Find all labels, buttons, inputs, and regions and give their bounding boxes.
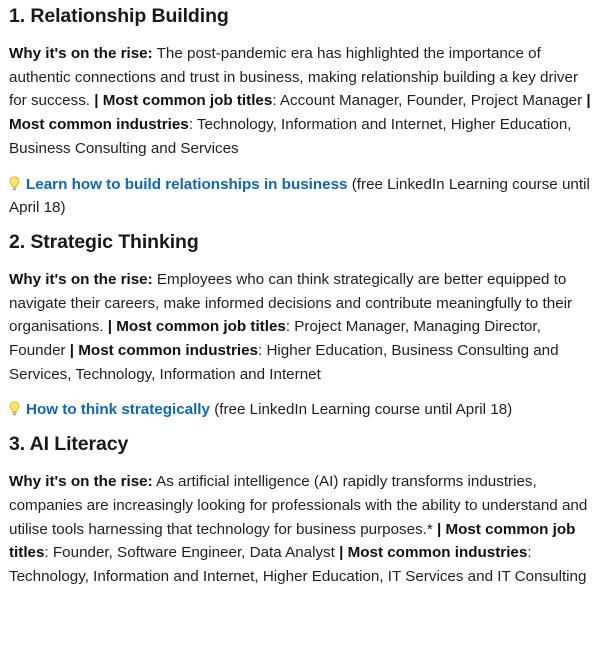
job-titles-text: : Founder, Software Engineer, Data Analyst [44,544,340,562]
why-label: Why it's on the rise: [9,270,153,288]
why-text: Employees who can think strategically are better equipped to navigate their careers, make informed decisions and contribute meaningfully to their organisations. [9,270,573,336]
course-recommendation [9,398,592,422]
why-text: As artificial intelligence (AI) rapidly transforms industries, companies are increasingly looking for professionals with the ability to understand and utilise tools harnessing that technology for business purposes.* [9,473,588,538]
industries-label: | Most common industries [9,92,591,134]
why-label: Why it's on the rise: [9,473,153,491]
job-titles-label: | Most common job titles [9,520,576,562]
job-titles-label: | Most common job titles [107,318,286,336]
course-note: (free LinkedIn Learning course until April 18) [9,175,590,217]
course-note: (free LinkedIn Learning course until April 18) [209,401,513,419]
industries-label: | Most common industries [69,342,259,360]
job-titles-label: | Most common job titles [94,92,273,110]
industries-label: | Most common industries [339,544,528,562]
job-titles-text: : Project Manager, Managing Director, Founder [9,318,541,360]
industries-text: : Technology, Information and Internet, Higher Education, IT Services and IT Consulting [9,544,587,585]
section-body-ai-literacy [9,470,592,589]
why-label: Why it's on the rise: [9,45,153,62]
section-body-relationship-building [9,42,592,161]
section-title-ai-literacy: 3. AI Literacy [9,433,129,456]
section-title-relationship-building: 1. Relationship Building [9,5,229,27]
section-title-strategic-thinking: 2. Strategic Thinking [9,230,199,253]
why-text: The post-pandemic era has highlighted the importance of authentic connections and trust in business, making relationship building a key driver for success. [9,45,579,110]
lightbulb-icon [9,176,20,191]
industries-text: : Higher Education, Business Consulting and Services, Technology, Information and Internet [9,342,559,383]
lightbulb-icon [9,401,20,416]
course-recommendation [9,173,592,220]
section-body-strategic-thinking [9,268,592,387]
course-link-think-strategically[interactable]: How to think strategically [26,401,210,419]
job-titles-text: : Account Manager, Founder, Project Manager [272,92,587,110]
industries-text: : Technology, Information and Internet, Higher Education, Business Consulting and Services [9,116,572,157]
course-link-build-relationships[interactable]: Learn how to build relationships in business [26,175,348,193]
